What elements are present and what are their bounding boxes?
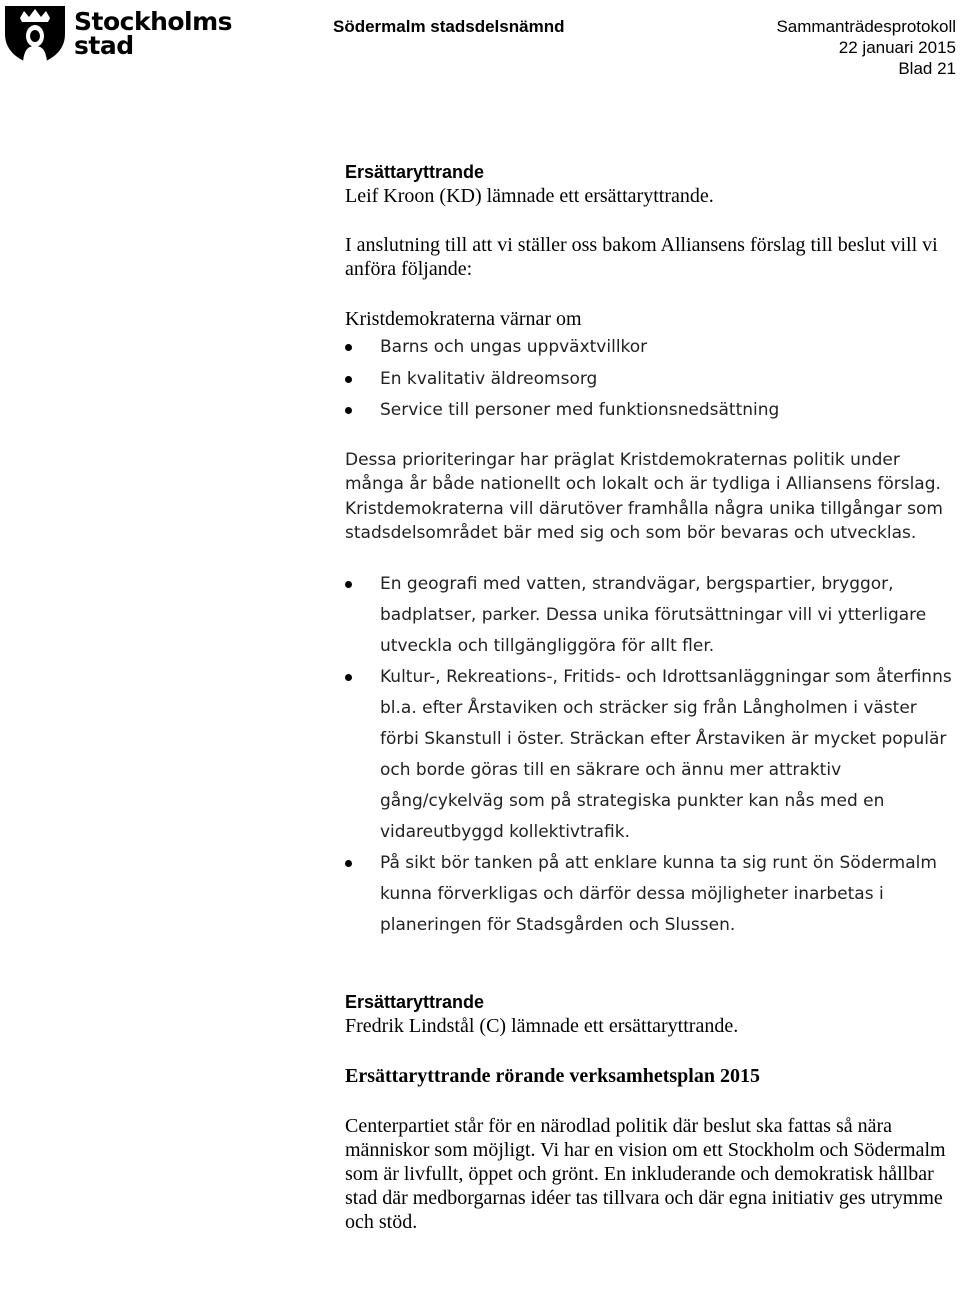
organization-name: Södermalm stadsdelsnämnd bbox=[333, 17, 565, 36]
section-verksamhetsplan bbox=[345, 1064, 957, 1234]
paragraph: Centerpartiet står för en närodlad politik där beslut ska fattas så nära människor som möjligt. Vi har en vision om ett Stockholm och Södermalm som är livfullt, öppet och grönt. En inkluderande och demokratisk hållbar stad där medborgarnas idéer tas tillvara och där egna initiativ ges utrymme och stöd. bbox=[345, 1114, 946, 1233]
intro-paragraph: I anslutning till att vi ställer oss bakom Alliansens förslag till beslut vill vi anföra följande: bbox=[345, 234, 938, 280]
list-item: En kvalitativ äldreomsorg bbox=[345, 364, 957, 396]
statement-line: Fredrik Lindstål (C) lämnade ett ersättaryttrande. bbox=[345, 1014, 739, 1037]
document-meta bbox=[776, 16, 956, 79]
values-list bbox=[345, 332, 957, 427]
document-date: 22 januari 2015 bbox=[838, 38, 956, 57]
list-item: En geografi med vatten, strandvägar, bergspartier, bryggor, badplatser, parker. Dessa unika förutsättningar vill vi ytterligare utveckla och tillgängliggöra för allt fler. bbox=[345, 569, 957, 662]
statement-line: Leif Kroon (KD) lämnade ett ersättaryttrande. bbox=[345, 185, 714, 207]
page-number: Blad 21 bbox=[898, 59, 956, 78]
assets-list bbox=[345, 569, 957, 941]
logo-line2: stad bbox=[74, 31, 134, 60]
paragraph: Dessa prioriteringar har präglat Kristdemokraternas politik under många år både nationellt och lokalt och är tydliga i Alliansens förslag. bbox=[345, 449, 941, 495]
logo-wordmark bbox=[74, 7, 233, 60]
section-c-statement bbox=[345, 990, 957, 1038]
document-type: Sammanträdesprotokoll bbox=[776, 17, 956, 36]
section-kd-statement bbox=[345, 160, 957, 941]
page-header bbox=[0, 0, 960, 90]
document-body bbox=[345, 160, 957, 1234]
paragraph: Kristdemokraterna vill därutöver framhålla några unika tillgångar som stadsdelsområdet bär med sig och som bör bevaras och utvecklas. bbox=[345, 498, 943, 544]
list-item: Kultur-, Rekreations-, Fritids- och Idrottsanläggningar som återfinns bl.a. efter Årstaviken och sträcker sig från Långholmen i väster förbi Skanstull i öster. Sträckan efter Årstaviken är mycket populär och borde göras till en säkrare och ännu mer attraktiv gång/cykelväg som på strategiska punkter kan nås med en vidareutbyggd kollektivtrafik. bbox=[345, 662, 957, 848]
values-intro: Kristdemokraterna värnar om bbox=[345, 308, 582, 330]
list-item: Service till personer med funktionsnedsättning bbox=[345, 395, 957, 427]
section-heading: Ersättaryttrande rörande verksamhetsplan 2015 bbox=[345, 1064, 760, 1087]
section-heading: Ersättaryttrande bbox=[345, 162, 485, 182]
logo-line1: Stockholms bbox=[74, 7, 233, 36]
list-item: På sikt bör tanken på att enklare kunna ta sig runt ön Södermalm kunna förverkligas och därför dessa möjligheter inarbetas i planeringen för Stadsgården och Slussen. bbox=[345, 848, 957, 941]
section-heading: Ersättaryttrande bbox=[345, 991, 485, 1012]
list-item: Barns och ungas uppväxtvillkor bbox=[345, 332, 957, 364]
city-crest-icon bbox=[2, 4, 68, 66]
stockholm-logo bbox=[2, 4, 242, 66]
